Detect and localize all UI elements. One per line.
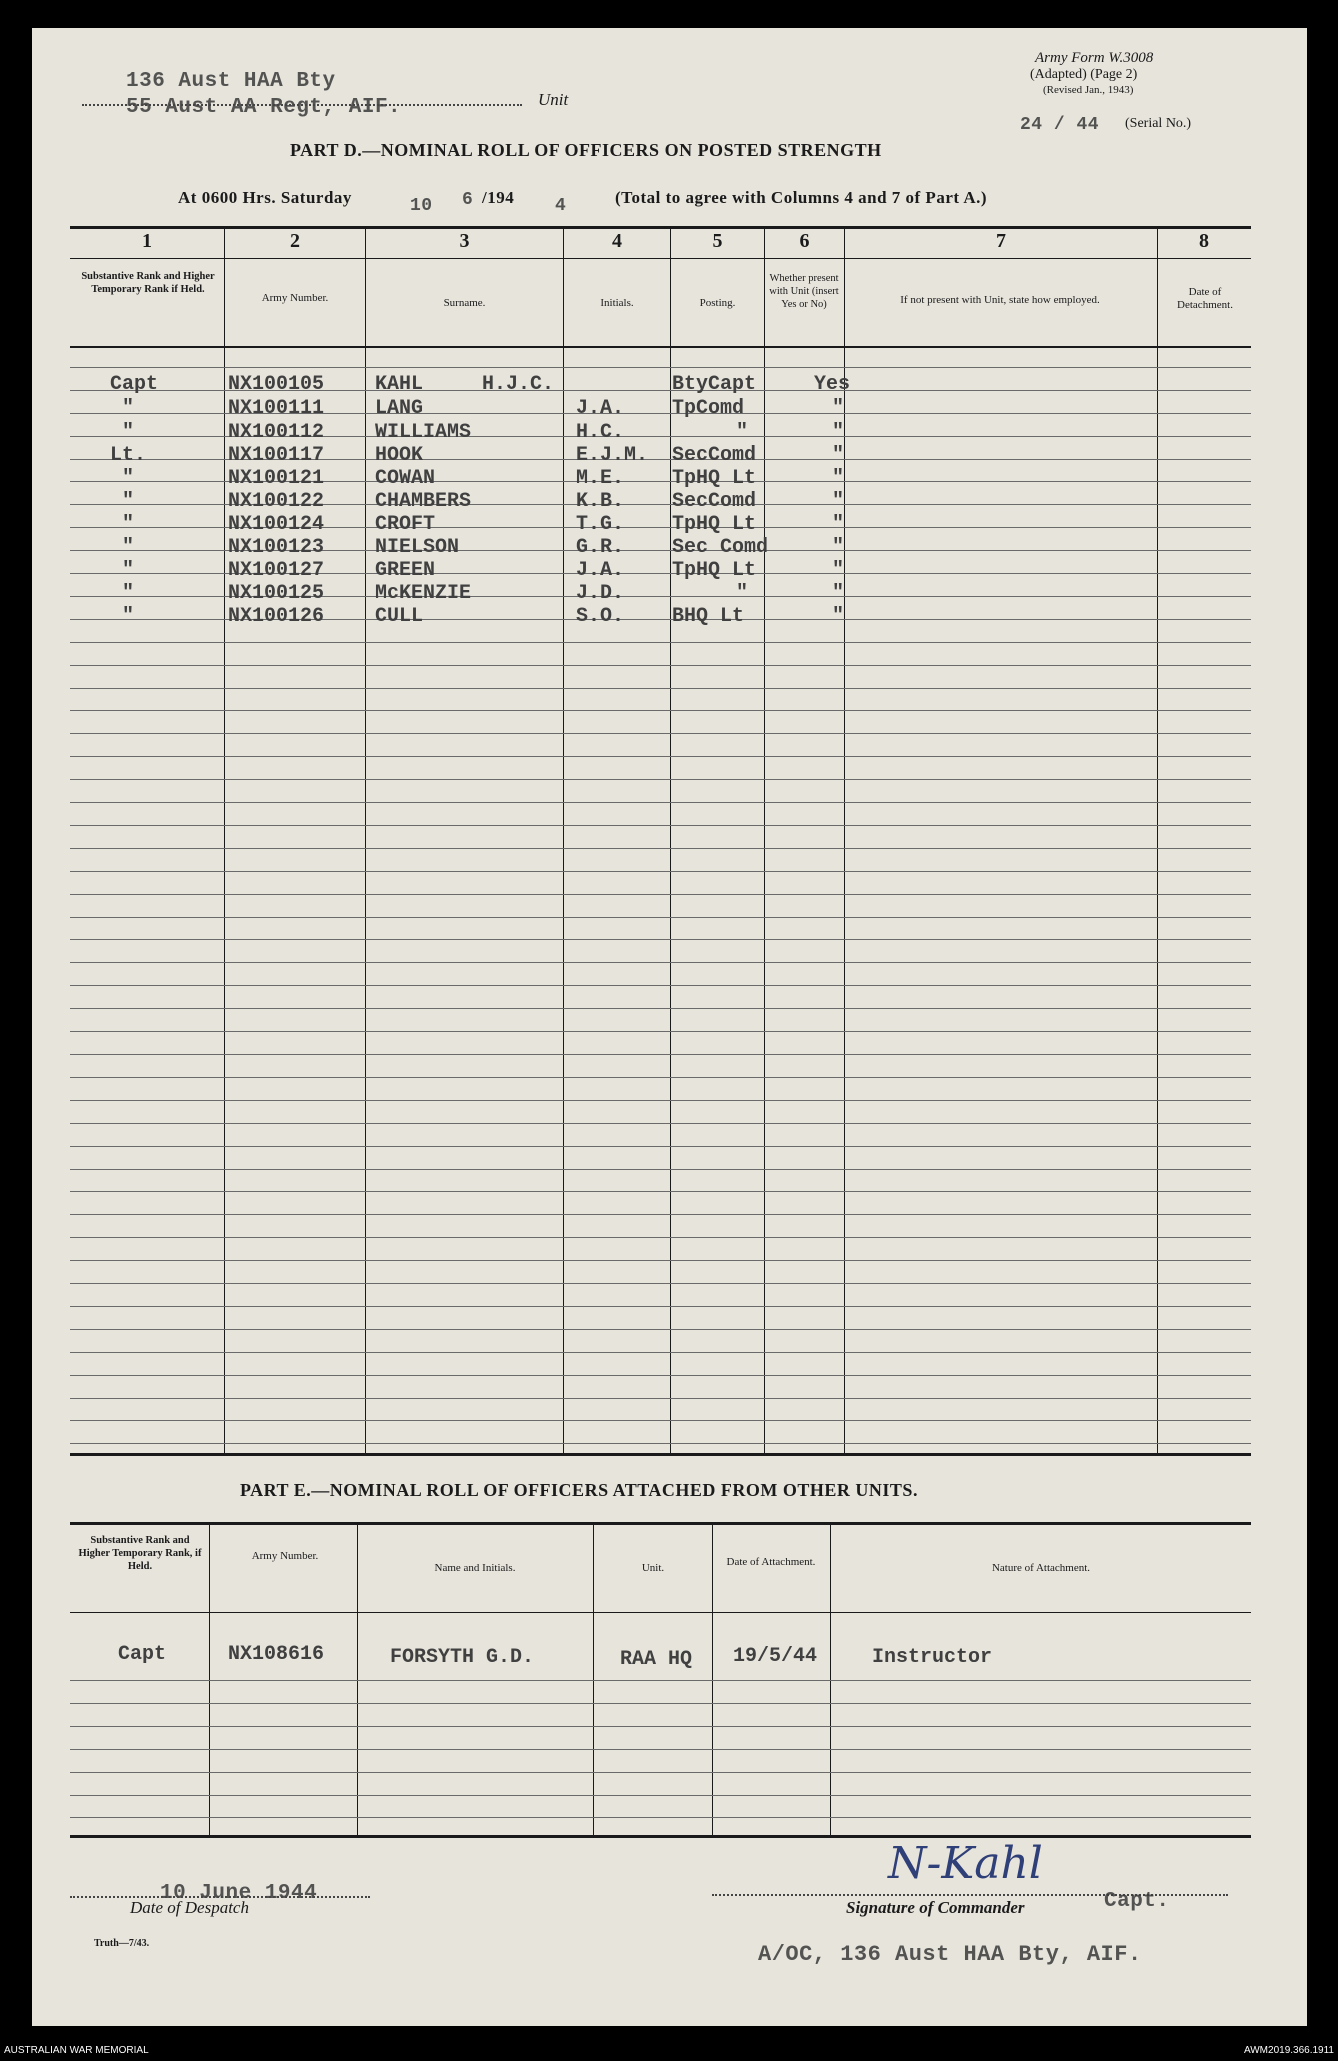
col-number-3: 3 [459, 230, 470, 252]
divider-6 [844, 228, 845, 1453]
entry-surname: GREEN [375, 559, 436, 582]
ruled-line [70, 733, 1251, 734]
entry-present: " [832, 467, 845, 490]
column-number-rule [70, 258, 1251, 259]
e-col-header-unit: Unit. [641, 1562, 665, 1574]
entry-rank: " [122, 421, 135, 444]
ruled-line [70, 1214, 1251, 1215]
ruled-line [70, 1283, 1251, 1284]
entry-surname: WILLIAMS [375, 421, 472, 444]
entry-surname: CULL [375, 605, 424, 628]
ruled-line [70, 710, 1251, 711]
entry-present: " [832, 605, 845, 628]
entry-posting: BHQ Lt [672, 605, 745, 628]
entry-rank: " [122, 605, 135, 628]
entry-present: " [832, 490, 845, 513]
entry-rank: " [122, 559, 135, 582]
entry-present: " [832, 536, 845, 559]
entry-surname: CHAMBERS [375, 490, 472, 513]
ruled-line [70, 871, 1251, 872]
entry-rank: " [122, 582, 135, 605]
e-col-header-army-number: Army Number. [251, 1550, 319, 1562]
col-header-posting: Posting. [699, 297, 736, 309]
entry-present: Yes [814, 373, 851, 396]
ruled-line [70, 1817, 1251, 1818]
col-header-present: Whether present with Unit (insert Yes or No) [769, 273, 839, 310]
ruled-line [70, 642, 1251, 643]
part-d-title: PART D.—NOMINAL ROLL OF OFFICERS ON POSTED STRENGTH [290, 140, 882, 160]
entry-surname: LANG [375, 397, 424, 420]
ruled-line [70, 1008, 1251, 1009]
header-bottom-rule [70, 346, 1251, 348]
entry-posting: SecComd [672, 444, 757, 467]
part-e-title: PART E.—NOMINAL ROLL OF OFFICERS ATTACHED FROM OTHER UNITS. [240, 1480, 918, 1500]
ruled-line [70, 1146, 1251, 1147]
entry-present: " [832, 421, 845, 444]
entry-initials: T.G. [576, 513, 625, 536]
unit-label: Unit [538, 90, 569, 109]
ruled-line [70, 1375, 1251, 1376]
entry-initials: M.E. [576, 467, 625, 490]
e-nature: Instructor [872, 1646, 993, 1669]
part-e-bottom-rule [70, 1835, 1251, 1838]
ruled-line [70, 802, 1251, 803]
ruled-line [70, 756, 1251, 757]
army-form-adapted: (Adapted) (Page 2) [1030, 67, 1138, 82]
entry-rank: Lt. [110, 444, 147, 467]
commander-signature: N-Kahl [888, 1838, 1043, 1889]
entry-rank: " [122, 513, 135, 536]
entry-present: " [832, 582, 845, 605]
commander-rank-typed: Capt. [1104, 1890, 1170, 1913]
entry-army-number: NX100126 [228, 605, 325, 628]
entry-rank: " [122, 536, 135, 559]
entry-present: " [832, 559, 845, 582]
e-col-header-name: Name and Initials. [434, 1562, 516, 1574]
col-header-surname: Surname. [443, 297, 486, 309]
entry-army-number: NX100127 [228, 559, 325, 582]
e-col-header-rank: Substantive Rank and Higher Temporary Rank, if Held. [78, 1535, 202, 1572]
ruled-line [70, 665, 1251, 666]
date-month: 6 [462, 190, 474, 210]
archive-footer-bar [0, 2026, 1338, 2061]
entry-surname: CROFT [375, 513, 436, 536]
col-number-5: 5 [712, 230, 723, 252]
col-number-2: 2 [290, 230, 300, 252]
date-day: 10 [410, 196, 433, 216]
entry-posting: SecComd [672, 490, 757, 513]
divider-7 [1157, 228, 1158, 1453]
serial-label: (Serial No.) [1125, 116, 1192, 131]
ruled-line [70, 1123, 1251, 1124]
unit-typed-line2: 55 Aust AA Regt, AIF. [126, 96, 402, 119]
despatch-label: Date of Despatch [130, 1898, 249, 1917]
ruled-line [70, 917, 1251, 918]
ruled-line [70, 1443, 1251, 1444]
e-unit: RAA HQ [620, 1648, 693, 1671]
ruled-line [70, 367, 1251, 368]
entry-initials: H.J.C. [482, 373, 555, 396]
entry-army-number: NX100117 [228, 444, 325, 467]
army-form-label: Army Form W.3008 [1035, 50, 1154, 66]
entry-army-number: NX100112 [228, 421, 325, 444]
entry-initials: H.C. [576, 421, 625, 444]
entry-rank: " [122, 490, 135, 513]
e-army-number: NX108616 [228, 1643, 325, 1666]
ruled-line [70, 1054, 1251, 1055]
ruled-line [70, 1398, 1251, 1399]
entry-posting: TpHQ Lt [672, 559, 757, 582]
entry-rank: Capt [110, 373, 159, 396]
ruled-line [70, 1703, 1251, 1704]
divider-3 [563, 228, 564, 1453]
entry-rank: " [122, 467, 135, 490]
signature-label: Signature of Commander [846, 1898, 1025, 1917]
entry-posting: " [736, 421, 749, 444]
divider-5 [764, 228, 765, 1453]
col-number-7: 7 [996, 230, 1006, 252]
year-suffix: 4 [555, 196, 567, 216]
divider-1 [224, 228, 225, 1453]
col-number-1: 1 [142, 230, 152, 252]
archive-right-label: AWM2019.366.1911 [1243, 2045, 1334, 2056]
ruled-line [70, 1031, 1251, 1032]
entry-present: " [832, 513, 845, 536]
entry-surname: HOOK [375, 444, 424, 467]
entry-army-number: NX100121 [228, 467, 325, 490]
entry-army-number: NX100125 [228, 582, 325, 605]
entry-surname: NIELSON [375, 536, 460, 559]
e-rank: Capt [118, 1643, 167, 1666]
part-e-top-rule [70, 1522, 1251, 1525]
divider-4 [670, 228, 671, 1453]
ruled-line [70, 1329, 1251, 1330]
col-header-detachment: Date of Detachment. [1177, 286, 1233, 311]
ruled-line [70, 1077, 1251, 1078]
ruled-line [70, 1749, 1251, 1750]
entry-initials: J.A. [576, 559, 625, 582]
ruled-line [70, 1352, 1251, 1353]
entry-rank: " [122, 397, 135, 420]
entry-posting: TpHQ Lt [672, 513, 757, 536]
entry-army-number: NX100124 [228, 513, 325, 536]
ruled-line [70, 894, 1251, 895]
ruled-line [70, 1260, 1251, 1261]
printer-mark: Truth—7/43. [94, 1938, 150, 1949]
col-number-4: 4 [612, 230, 622, 252]
ruled-line [70, 1237, 1251, 1238]
entry-initials: S.O. [576, 605, 625, 628]
entry-surname: McKENZIE [375, 582, 472, 605]
commander-title-typed: A/OC, 136 Aust HAA Bty, AIF. [758, 1942, 1142, 1967]
col-header-army-number: Army Number. [261, 292, 329, 304]
entry-army-number: NX100123 [228, 536, 325, 559]
e-col-header-date: Date of Attachment. [726, 1556, 816, 1568]
entry-army-number: NX100105 [228, 373, 325, 396]
ruled-line [70, 939, 1251, 940]
unit-dotted-line [82, 104, 522, 106]
ruled-line [70, 848, 1251, 849]
archive-left-label: AUSTRALIAN WAR MEMORIAL [4, 2045, 149, 2056]
total-note: (Total to agree with Columns 4 and 7 of Part A.) [615, 188, 988, 207]
col-number-8: 8 [1199, 230, 1209, 252]
ruled-line [70, 1795, 1251, 1796]
entry-surname: COWAN [375, 467, 436, 490]
divider-2 [365, 228, 366, 1453]
col-number-6: 6 [799, 230, 810, 252]
part-d-top-rule [70, 226, 1251, 229]
ruled-line [70, 1100, 1251, 1101]
despatch-date-typed: 10 June 1944 [160, 1882, 318, 1905]
entry-posting: BtyCapt [672, 373, 757, 396]
ruled-line [70, 688, 1251, 689]
ruled-line [70, 1726, 1251, 1727]
entry-posting: " [736, 582, 749, 605]
col-header-initials: Initials. [600, 297, 634, 309]
army-form-revised: (Revised Jan., 1943) [1043, 84, 1134, 96]
ruled-line [70, 779, 1251, 780]
entry-army-number: NX100111 [228, 397, 325, 420]
e-date: 19/5/44 [733, 1645, 818, 1668]
serial-typed: 24 / 44 [1020, 115, 1100, 135]
ruled-line [70, 1169, 1251, 1170]
entry-initials: E.J.M. [576, 444, 649, 467]
entry-posting: TpHQ Lt [672, 467, 757, 490]
entry-initials: J.A. [576, 397, 625, 420]
entry-surname: KAHL [375, 373, 424, 396]
col-header-employment: If not present with Unit, state how employed. [900, 294, 1100, 306]
entry-present: " [832, 397, 845, 420]
entry-initials: K.B. [576, 490, 625, 513]
entry-present: " [832, 444, 845, 467]
ruled-line [70, 1680, 1251, 1681]
ruled-line [70, 985, 1251, 986]
ruled-line [70, 1772, 1251, 1773]
entry-posting: TpComd [672, 397, 745, 420]
col-header-rank: Substantive Rank and Higher Temporary Rank if Held. [81, 271, 215, 295]
entry-army-number: NX100122 [228, 490, 325, 513]
entry-posting: Sec Comd [672, 536, 769, 559]
ruled-line [70, 825, 1251, 826]
ruled-line [70, 962, 1251, 963]
entry-initials: J.D. [576, 582, 625, 605]
e-name: FORSYTH G.D. [390, 1646, 535, 1669]
at-hours-label: At 0600 Hrs. Saturday [178, 188, 352, 207]
part-d-bottom-rule [70, 1453, 1251, 1456]
part-e-header-rule [70, 1612, 1251, 1613]
ruled-line [70, 1420, 1251, 1421]
ruled-line [70, 1191, 1251, 1192]
unit-typed-line1: 136 Aust HAA Bty [126, 70, 336, 93]
year-prefix: /194 [482, 188, 515, 207]
e-col-header-nature: Nature of Attachment. [991, 1562, 1091, 1574]
entry-initials: G.R. [576, 536, 625, 559]
ruled-line [70, 1306, 1251, 1307]
